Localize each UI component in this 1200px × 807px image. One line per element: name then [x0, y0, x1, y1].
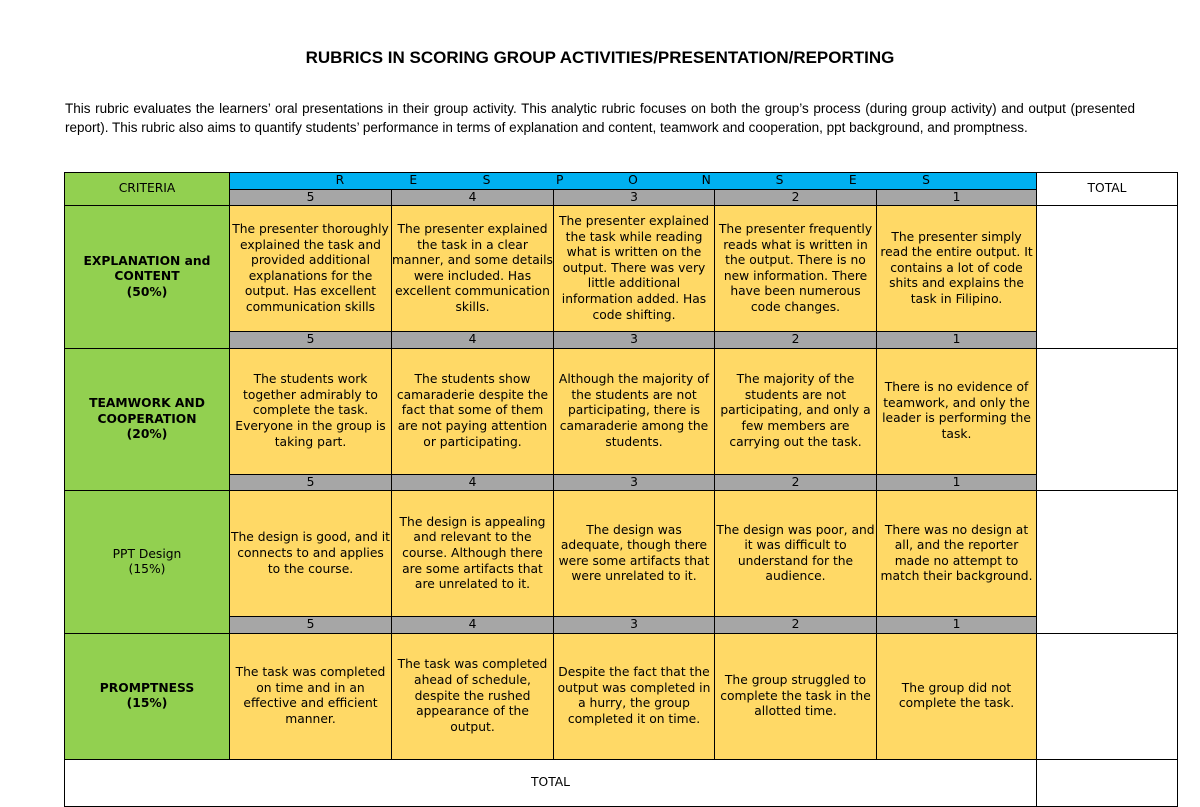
rubric-cell: The task was completed ahead of schedule, despite the rushed appearance of the output. [392, 633, 554, 759]
rubric-cell: The presenter frequently reads what is written in the output. There is no new information. There have been numerous code changes. [715, 206, 877, 332]
score-3: 3 [554, 189, 715, 206]
score-4: 4 [392, 617, 554, 634]
total-cell-ppt-design[interactable] [1037, 491, 1178, 634]
responses-letter: P [556, 173, 564, 187]
page-title: RUBRICS IN SCORING GROUP ACTIVITIES/PRESENTATION/REPORTING [305, 48, 895, 67]
criterion-ppt-design [65, 491, 230, 634]
total-cell-promptness[interactable] [1037, 633, 1178, 759]
rubric-cell: The students show camaraderie despite the fact that some of them are not paying attention or participating. [392, 348, 554, 474]
rubric-cell: The design was adequate, though there were some artifacts that were unrelated to it. [554, 491, 715, 617]
score-2: 2 [715, 474, 877, 491]
criterion-weight: (15%) [126, 696, 168, 711]
rubric-table [64, 172, 1178, 807]
criterion-teamwork [65, 348, 230, 491]
intro-paragraph: This rubric evaluates the learners’ oral presentations in their group activity. This analytic rubric focuses on both the group’s process (during group activity) and output (presented report). This rubric also aims to quantify students’ performance in terms of explanation and content, teamwork and cooperation, ppt background, and promptness. [65, 101, 1135, 135]
criterion-explanation [65, 206, 230, 349]
rubric-cell: The design was poor, and it was difficult to understand for the audience. [715, 491, 877, 617]
rubric-cell: Despite the fact that the output was completed in a hurry, the group completed it on time. [554, 633, 715, 759]
score-1: 1 [877, 189, 1037, 206]
score-4: 4 [392, 474, 554, 491]
rubric-cell: The design is good, and it connects to and applies to the course. [230, 491, 392, 617]
score-3: 3 [554, 617, 715, 634]
criterion-promptness [65, 633, 230, 759]
score-3: 3 [554, 332, 715, 349]
rubric-cell: The task was completed on time and in an effective and efficient manner. [230, 633, 392, 759]
criterion-name: PPT Design [112, 546, 182, 561]
rubric-cell: The presenter explained the task in a clear manner, and some details were included. Has excellent communication skills. [392, 206, 554, 332]
responses-letter: R [335, 173, 345, 187]
rubric-cell: The presenter simply read the entire output. It contains a lot of code shits and explains the task in Filipino. [877, 206, 1037, 332]
responses-header [230, 173, 1037, 190]
score-5: 5 [230, 617, 392, 634]
rubric-cell: The group did not complete the task. [877, 633, 1037, 759]
rubric-cell: Although the majority of the students are not participating, there is camaraderie among the students. [554, 348, 715, 474]
score-2: 2 [715, 189, 877, 206]
score-1: 1 [877, 474, 1037, 491]
criterion-weight: (20%) [126, 427, 168, 442]
score-4: 4 [392, 332, 554, 349]
criterion-weight: (15%) [128, 562, 166, 577]
rubric-cell: There was no design at all, and the reporter made no attempt to match their background. [877, 491, 1037, 617]
score-2: 2 [715, 617, 877, 634]
responses-letter: E [409, 173, 418, 187]
responses-letter: O [628, 173, 638, 187]
rubric-cell: The presenter thoroughly explained the task and provided additional explanations for the output. Has excellent communication skills [230, 206, 392, 332]
score-3: 3 [554, 474, 715, 491]
rubric-cell: The presenter explained the task while reading what is written on the output. There was very little additional information added. Has code shifting. [554, 206, 715, 332]
total-cell-teamwork[interactable] [1037, 348, 1178, 491]
score-2: 2 [715, 332, 877, 349]
grand-total-label: TOTAL [65, 759, 1037, 806]
score-1: 1 [877, 332, 1037, 349]
criterion-name: EXPLANATION and CONTENT [83, 253, 211, 284]
criterion-name: TEAMWORK AND COOPERATION [89, 396, 205, 426]
rubric-cell: The group struggled to complete the task in the allotted time. [715, 633, 877, 759]
score-4: 4 [392, 189, 554, 206]
responses-letter: S [775, 173, 784, 187]
score-5: 5 [230, 332, 392, 349]
rubric-cell: The design is appealing and relevant to the course. Although there are some artifacts that are unrelated to it. [392, 491, 554, 617]
responses-letter: S [922, 173, 930, 187]
score-1: 1 [877, 617, 1037, 634]
criterion-weight: (50%) [126, 284, 168, 299]
grand-total-cell[interactable] [1037, 759, 1178, 806]
total-header: TOTAL [1037, 173, 1178, 206]
total-cell-explanation[interactable] [1037, 206, 1178, 349]
criterion-name: PROMPTNESS [99, 680, 195, 695]
rubric-cell: The majority of the students are not participating, and only a few members are carrying out the task. [715, 348, 877, 474]
rubric-cell: There is no evidence of teamwork, and only the leader is performing the task. [877, 348, 1037, 474]
score-5: 5 [230, 189, 392, 206]
responses-letter: E [848, 173, 857, 187]
responses-letter: N [701, 173, 711, 187]
criteria-header: CRITERIA [65, 173, 230, 206]
score-5: 5 [230, 474, 392, 491]
responses-letter: S [482, 173, 491, 187]
rubric-cell: The students work together admirably to complete the task. Everyone in the group is taking part. [230, 348, 392, 474]
